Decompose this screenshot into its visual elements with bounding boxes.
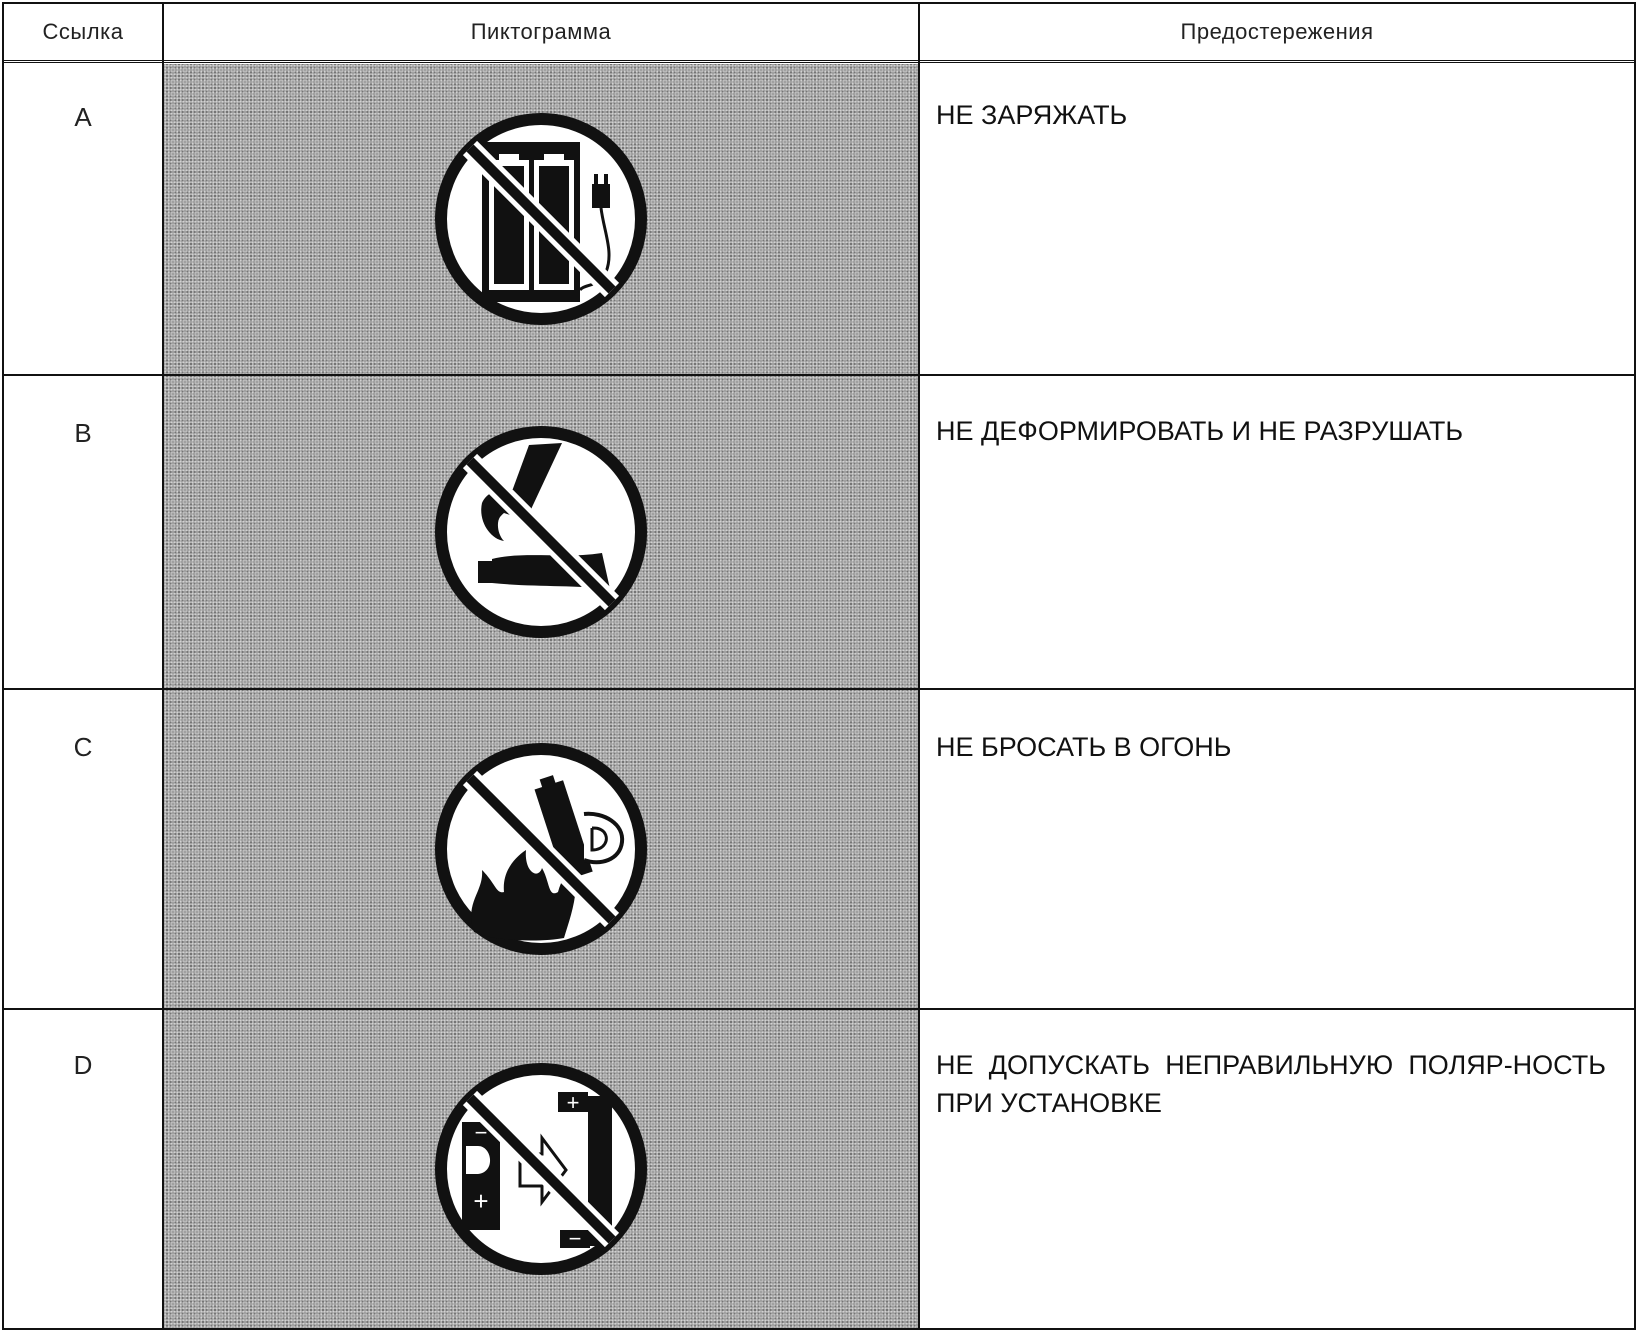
warning-c: НЕ БРОСАТЬ В ОГОНЬ xyxy=(936,732,1232,762)
no-crushing-icon xyxy=(434,425,648,639)
warning-a: НЕ ЗАРЯЖАТЬ xyxy=(936,100,1128,130)
no-reverse-polarity-icon xyxy=(434,1062,648,1276)
warning-b: НЕ ДЕФОРМИРОВАТЬ И НЕ РАЗРУШАТЬ xyxy=(936,416,1464,446)
no-charging-icon xyxy=(434,112,648,326)
ref-b: B xyxy=(74,418,92,448)
pictogram-cell-c xyxy=(164,690,918,1008)
no-fire-icon xyxy=(434,742,648,956)
svg-text:−: − xyxy=(568,1226,582,1251)
svg-text:+: + xyxy=(566,1090,580,1115)
warning-d: НЕ ДОПУСКАТЬ НЕПРАВИЛЬНУЮ ПОЛЯР-НОСТЬ ПРИ УСТАНОВКЕ xyxy=(936,1050,1606,1118)
header-divider xyxy=(4,60,1634,63)
ref-c: C xyxy=(73,732,93,762)
column-divider xyxy=(918,4,920,1328)
warnings-table xyxy=(2,2,1636,1330)
header-pictogram: Пиктограмма xyxy=(470,19,612,44)
pictogram-cell-d xyxy=(164,1010,918,1328)
header-warnings: Предостережения xyxy=(1180,19,1374,44)
ref-d: D xyxy=(73,1050,93,1080)
pictogram-cell-b xyxy=(164,376,918,688)
header-ref: Ссылка xyxy=(42,19,124,44)
svg-text:+: + xyxy=(473,1186,489,1216)
svg-text:−: − xyxy=(474,1120,488,1145)
ref-a: A xyxy=(74,102,92,132)
pictogram-cell-a xyxy=(164,64,918,374)
